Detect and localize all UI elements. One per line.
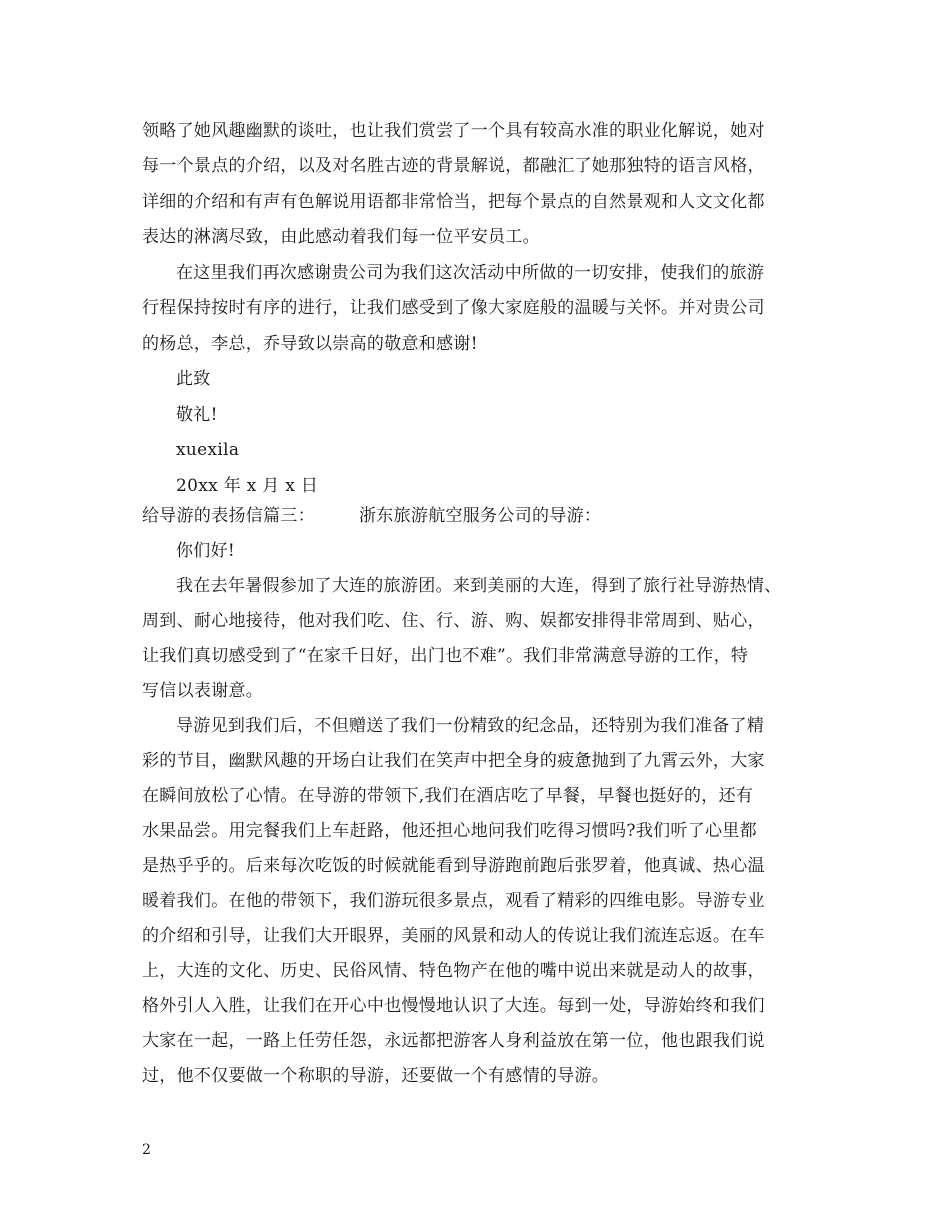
body-text-line: 在这里我们再次感谢贵公司为我们这次活动中所做的一切安排，使我们的旅游 [176,263,765,283]
body-text-line: 每一个景点的介绍，以及对名胜古迹的背景解说，都融汇了她那独特的语言风格， [142,156,765,176]
body-text-line: 大家在一起，一路上任劳任怨，永远都把游客人身利益放在第一位，他也跟我们说 [142,1031,765,1051]
body-text-line: 的介绍和引导，让我们大开眼界，美丽的风景和动人的传说让我们流连忘返。在车 [142,926,765,946]
body-text-line: 导游见到我们后，不但赠送了我们一份精致的纪念品，还特别为我们准备了精 [176,716,765,736]
body-text-line: 过，他不仅要做一个称职的导游，还要做一个有感情的导游。 [142,1066,610,1086]
signature: xuexila [176,440,240,460]
section-heading-line [142,505,601,527]
body-text-line: 详细的介绍和有声有色解说用语都非常恰当，把每个景点的自然景观和人文文化都 [142,192,765,212]
section-heading: 给导游的表扬信篇三： [142,506,315,526]
body-text-line: 让我们真切感受到了“在家千日好，出门也不难”。我们非常满意导游的工作，特 [142,646,749,666]
body-text-line: 写信以表谢意。 [142,681,264,701]
letter-recipient: 浙东旅游航空服务公司的导游： [359,506,602,526]
body-text-line: 我在去年暑假参加了大连的旅游团。来到美丽的大连，得到了旅行社导游热情、 [176,576,782,596]
body-text-line: 上，大连的文化、历史、民俗风情、特色物产在他的嘴中说出来就是动人的故事， [142,961,765,981]
closing-regards: 敬礼! [176,405,218,425]
body-text-line: 表达的淋漓尽致，由此感动着我们每一位平安员工。 [142,227,540,247]
body-text-line: 在瞬间放松了心情。在导游的带领下,我们在酒店吃了早餐，早餐也挺好的，还有 [142,786,754,806]
greeting: 你们好! [176,541,236,561]
body-text-line: 周到、耐心地接待，他对我们吃、住、行、游、购、娱都安排得非常周到、贴心， [142,611,765,631]
body-text-line: 水果品尝。用完餐我们上车赶路，他还担心地问我们吃得习惯吗?我们听了心里都 [142,821,757,841]
body-text-line: 行程保持按时有序的进行，让我们感受到了像大家庭般的温暖与关怀。并对贵公司 [142,298,765,318]
body-text-line: 的杨总，李总，乔导致以崇高的敬意和感谢! [142,334,478,354]
body-text-line: 领略了她风趣幽默的谈吐，也让我们赏尝了一个具有较高水准的职业化解说，她对 [142,121,765,141]
body-text-line: 格外引人入胜，让我们在开心中也慢慢地认识了大连。每到一处，导游始终和我们 [142,996,765,1016]
date-line: 20xx 年 x 月 x 日 [176,476,319,496]
body-text-line: 彩的节目，幽默风趣的开场白让我们在笑声中把全身的疲惫抛到了九霄云外，大家 [142,751,765,771]
closing-salutation: 此致 [176,369,211,389]
body-text-line: 是热乎乎的。后来每次吃饭的时候就能看到导游跑前跑后张罗着，他真诚、热心温 [142,856,765,876]
page-number: 2 [142,1142,151,1158]
body-text-line: 暖着我们。在他的带领下，我们游玩很多景点，观看了精彩的四维电影。导游专业 [142,891,765,911]
